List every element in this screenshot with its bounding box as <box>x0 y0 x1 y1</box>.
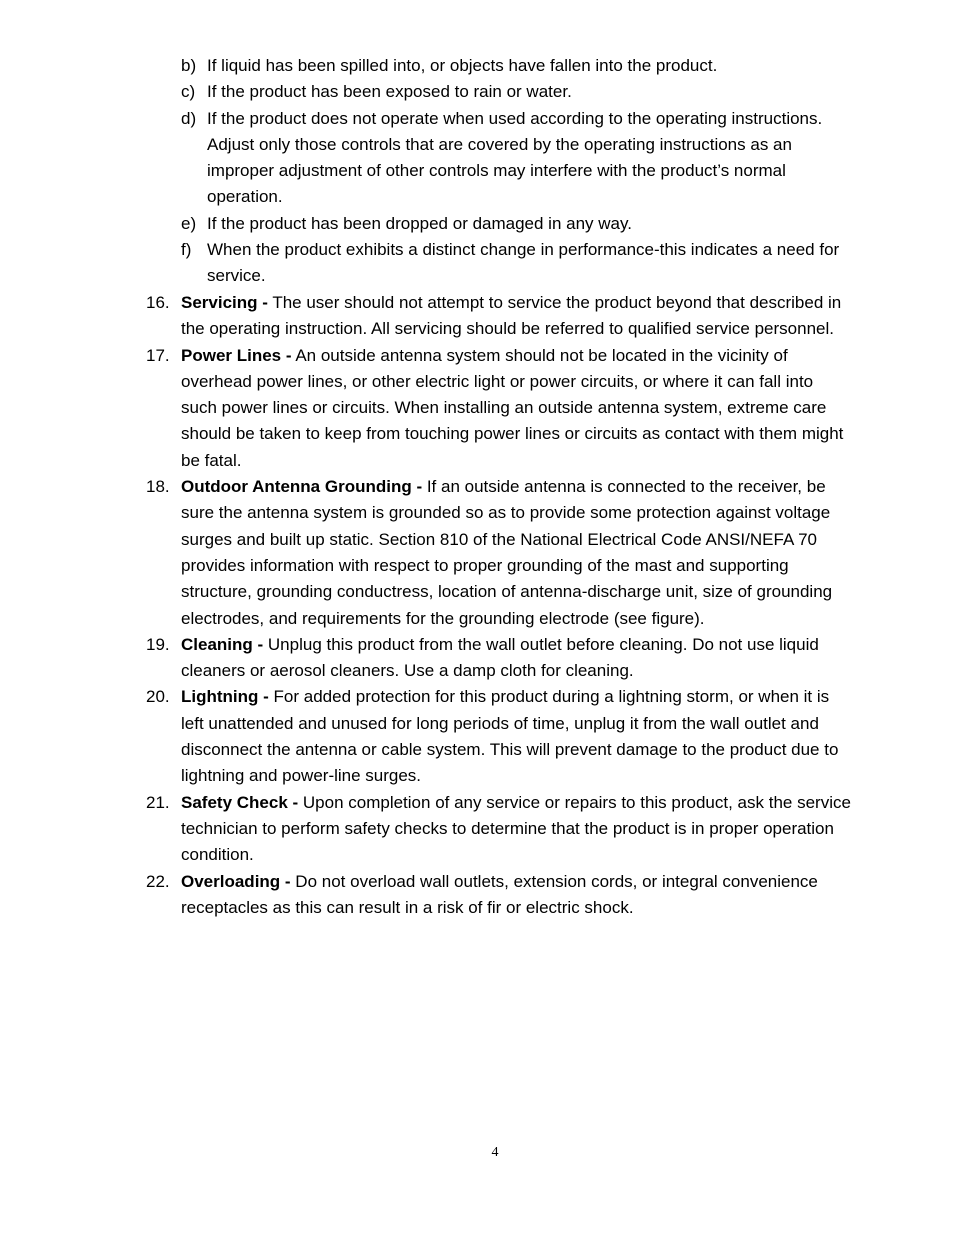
item-overloading <box>146 869 851 922</box>
sub-item-marker: c) <box>181 82 196 102</box>
sub-item-text: If the product does not operate when used according to the operating instructions. Adjust only those controls that are covered by the operating instructions as an improper adjustment of other controls may interfere with the product’s normal operation. <box>207 108 823 207</box>
item-number: 18. <box>146 477 170 497</box>
item-lightning <box>146 684 851 789</box>
sub-item-marker: f) <box>181 240 192 260</box>
sub-item-text: When the product exhibits a distinct change in performance-this indicates a need for service. <box>207 240 840 286</box>
item-term: Lightning - <box>181 687 269 707</box>
item-description: If an outside antenna is connected to the receiver, be sure the antenna system is grounded so as to provide some protection against voltage surges and built up static. Section 810 of the National Electrical Code ANSI/NEFA 70 provides information with respect to proper grounding of the mast and supporting structure, grounding conductress, location of antenna-discharge unit, size of grounding electrodes, and requirements for the grounding electrode (see figure). <box>181 477 833 628</box>
sub-item-text: If the product has been dropped or damaged in any way. <box>207 213 632 233</box>
sub-item-b <box>181 53 851 79</box>
item-number: 19. <box>146 634 170 654</box>
item-number: 21. <box>146 792 170 812</box>
item-cleaning <box>146 632 851 685</box>
item-body <box>181 343 851 474</box>
item-power-lines <box>146 343 851 474</box>
item-body <box>181 869 851 922</box>
item-description: Upon completion of any service or repairs to this product, ask the service technician to perform safety checks to determine that the product is in proper operation condition. <box>181 792 851 865</box>
item-outdoor-antenna-grounding <box>146 474 851 632</box>
item-description: Unplug this product from the wall outlet before cleaning. Do not use liquid cleaners or aerosol cleaners. Use a damp cloth for cleaning. <box>181 634 819 681</box>
item-term: Overloading - <box>181 871 291 891</box>
sub-item-c <box>181 79 851 105</box>
sub-item-f <box>181 237 851 290</box>
item-number: 20. <box>146 687 170 707</box>
item-servicing <box>146 290 851 343</box>
item-safety-check <box>146 790 851 869</box>
item-body <box>181 790 851 869</box>
item-term: Servicing - <box>181 293 268 312</box>
item-term: Safety Check - <box>181 792 299 812</box>
item-number: 22. <box>146 871 170 891</box>
item-body <box>181 632 851 685</box>
item-body <box>181 684 851 789</box>
item-description: For added protection for this product during a lightning storm, or when it is left unattended and unused for long periods of time, unplug it from the wall outlet and disconnect the antenna or cable system. This will prevent damage to the product due to lightning and power-line surges. <box>181 687 839 786</box>
item-description: Do not overload wall outlets, extension cords, or integral convenience receptacles as this can result in a risk of fir or electric shock. <box>181 871 818 917</box>
item-term: Cleaning - <box>181 634 264 654</box>
item-body <box>181 290 851 343</box>
item-description: The user should not attempt to service the product beyond that described in the operating instruction. All servicing should be referred to qualified service personnel. <box>181 293 842 339</box>
item-number: 16. <box>146 293 170 312</box>
sub-item-marker: b) <box>181 56 197 75</box>
sub-item-text: If liquid has been spilled into, or objects have fallen into the product. <box>207 56 718 75</box>
item-term: Power Lines - <box>181 345 292 365</box>
item-term: Outdoor Antenna Grounding - <box>181 477 423 497</box>
sub-item-list <box>181 53 851 290</box>
sub-item-marker: e) <box>181 213 197 233</box>
safety-instruction-list <box>146 290 851 921</box>
sub-item-d <box>181 106 851 211</box>
item-body <box>181 474 851 632</box>
sub-item-text: If the product has been exposed to rain or water. <box>207 82 572 102</box>
sub-item-marker: d) <box>181 108 197 128</box>
sub-item-e <box>181 211 851 237</box>
item-number: 17. <box>146 345 170 365</box>
page-number: 4 <box>491 1145 499 1160</box>
item-description: An outside antenna system should not be located in the vicinity of overhead power lines, or other electric light or power circuits, or where it can fall into such power lines or circuits. When installing an outside antenna system, extreme care should be taken to keep from touching power lines or circuits as contact with them might be fatal. <box>181 345 844 470</box>
